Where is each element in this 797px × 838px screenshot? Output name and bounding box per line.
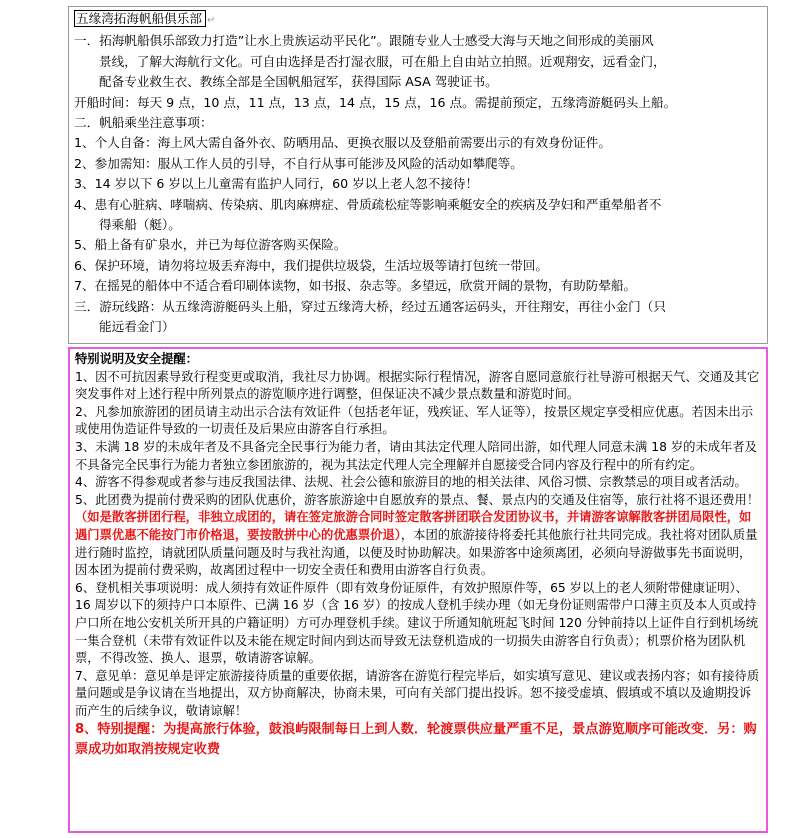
note-item-1: 1、个人自备：海上风大需自备外衣、防晒用品、更换衣服以及登船前需要出示的有效身份证件。: [74, 135, 611, 151]
special-item-6: 6、登机相关事项说明：成人须持有效证件原件（即有效身份证原件，有效护照原件等，65 岁以上的老人须附带健康证明）、16 周岁以下的须持户口本原件、已满 16 岁（含 16 岁）的按成人登机手续办理（如无身份证则需带户口薄主页及本人页或持户口所在地公安机关所开具的户籍证明）方可办理登机手续。建议于所通知航班起飞时间 120 分钟前持以上证件自行到机场统一集合登机（未带有效证件以及未能在规定时间内到达而导致无法登机造成的一切损失由游客自行负责）；机票价格为团队机票，不得改签、换人、退票，敬请游客谅解。: [75, 580, 759, 666]
intro-line-3: 配备专业救生衣、教练全部是全国帆船冠军，获得国际 ASA 驾驶证书。: [99, 74, 498, 90]
special-item-1: 1、因不可抗因素导致行程变更或取消，我社尽力协调。根据实际行程情况，游客自愿同意旅行社导游可根据天气、交通及其它突发事件对上述行程中所列景点的游览顺序进行调整，但保证决不减少景点数量和游览时间。: [75, 369, 760, 402]
intro-line-2: 景线，了解大海航行文化。可自由选择是否打湿衣服，可在船上自由站立拍照。近观翔安，远看金门，: [99, 53, 666, 69]
note-item-5: 5、船上备有矿泉水，并已为每位游客购买保险。: [74, 237, 347, 253]
special-notice-box: [68, 347, 768, 833]
intro-line-1: 一．拓海帆船俱乐部致力打造”让水上贵族运动平民化”。跟随专业人士感受大海与天地之间形成的美丽风: [74, 33, 654, 49]
note-item-4-cont: 得乘船（艇）。: [99, 217, 181, 233]
special-item-5-text-a: 5、此团费为提前付费采购的团队优惠价，游客旅游途中自愿放弃的景点、餐、景点内的交通及住宿等，旅行社将不退还费用！: [75, 492, 760, 507]
special-item-4: 4、游客不得参观或者参与违反我国法律、法规、社会公德和旅游目的地的相关法律、风俗习惯、宗教禁忌的项目或者活动。: [75, 475, 747, 490]
sailing-time: 开船时间：每天 9 点，10 点，11 点，13 点，14 点，15 点，16 点。需提前预定，五缘湾游艇码头上船。: [74, 94, 677, 110]
route-line-1: 三．游玩线路：从五缘湾游艇码头上船，穿过五缘湾大桥，经过五通客运码头，开往翔安，再往小金门（只: [74, 298, 666, 314]
note-item-3: 3、14 岁以下 6 岁以上儿童需有监护人同行，60 岁以上老人忽不接待！: [74, 176, 479, 192]
special-item-5-text-b: ，本团的旅游接待将委托其他旅行社共同完成。我社将对团队质量进行随时监控，请就团队质量问题及时与我社沟通，以便及时协助解决。如果游客中途须离团，必须向导游做事先书面说明，因本团为提前付费采购，故离团过程中一切安全责任和费用由游客自行负责。: [75, 527, 758, 578]
note-item-7: 7、在摇晃的船体中不适合看印刷体读物，如书报、杂志等。多望远，欣赏开阔的景物，有助防晕船。: [74, 278, 637, 294]
special-heading: 特别说明及安全提醒：: [75, 352, 198, 366]
special-item-5-red-text: （如是散客拼团行程，非独立成团的，请在签定旅游合同时签定散客拼团联合发团协议书，并请游客谅解散客拼团局限性，如遇门票优惠不能按门市价格退，要按散拼中心的优惠票价退）: [75, 510, 752, 542]
route-line-2: 能远看金门）: [99, 319, 175, 335]
notes-heading: 二．帆船乘坐注意事项：: [74, 115, 213, 131]
special-item-2: 2、凡参加旅游团的团员请主动出示合法有效证件（包括老年证，残疾证、军人证等），按景区规定享受相应优惠。若因未出示或使用伪造证件导致的一切责任及后果应由游客自行承担。: [75, 404, 754, 437]
special-item-8: 8、特别提醒：为提高旅行体验，鼓浪屿限制每日上到人数．轮渡票供应量严重不足，景点游览顺序可能改变．另：购票成功如取消按规定收费: [75, 722, 757, 758]
special-item-7: 7、意见单：意见单是评定旅游接待质量的重要依据，请游客在游览行程完毕后，如实填写意见、建议或表扬内容；如有接待质量问题或是争议请在当地提出，双方协商解决，协商未果，可向有关部门提出投诉。恕不接受虚填、假填或不填以及逾期投诉而产生的后续争议，敬请谅解！: [75, 668, 760, 718]
note-item-4: 4、患有心脏病、哮喘病、传染病、肌肉麻痹症、骨质疏松症等影响乘艇安全的疾病及孕妇和严重晕船者不: [74, 196, 662, 212]
tour-info-box: 五缘湾拓海帆船俱乐部 ↵ 一．拓海帆船俱乐部致力打造”让水上贵族运动平民化”。跟随专业人士感受大海与天地之间形成的美丽风 景线，了解大海航行文化。可自由选择是否打湿衣服，可在船上自由站立拍照。近观翔安，远看金门， 配备专业救生衣、教练全部是全国帆船冠军，获得国际 ASA 驾驶证书。 开船时间：每天 9 点，10 点，11 点，13 点，14 点，15 点，16 点。需提前预定，五缘湾游艇码头上船。 二．帆船乘坐注意事项： 1、个人自备：海上风大需自备外衣、防晒用品、更换衣服以及登船前需要出示的有效身份证件。 2、参加需知：服从工作人员的引导，不自行从事可能涉及风险的活动如攀爬等。 3、14 岁以下 6 岁以上儿童需有监护人同行，60 岁以上老人忽不接待！ 4、患有心脏病、哮喘病、传染病、肌肉麻痹症、骨质疏松症等影响乘艇安全的疾病及孕妇和严重晕船者不 得乘船（艇）。 5、船上备有矿泉水，并已为每位游客购买保险。 6、保护环境，请勿将垃圾丢弃海中，我们提供垃圾袋，生活垃圾等请打包统一带回。 7、在摇晃的船体中不适合看印刷体读物，如书报、杂志等。多望远，欣赏开阔的景物，有助防晕船。 三．游玩线路：从五缘湾游艇码头上船，穿过五缘湾大桥，经过五通客运码头，开往翔安，再往小金门（只 能远看金门）: [68, 6, 768, 344]
club-title: 五缘湾拓海帆船俱乐部: [74, 10, 206, 27]
special-item-3: 3、未满 18 岁的未成年者及不具备完全民事行为能力者，请由其法定代理人陪同出游，如代理人同意未满 18 岁的未成年者及不具备完全民事行为能力者独立参团旅游的，视为其法定代理人完全理解并自愿接受合同内容及行程中的所有约定。: [75, 439, 757, 472]
note-item-2: 2、参加需知：服从工作人员的引导，不自行从事可能涉及风险的活动如攀爬等。: [74, 155, 523, 171]
special-item-5: [75, 492, 762, 580]
note-item-6: 6、保护环境，请勿将垃圾丢弃海中，我们提供垃圾袋，生活垃圾等请打包统一带回。: [74, 257, 548, 273]
